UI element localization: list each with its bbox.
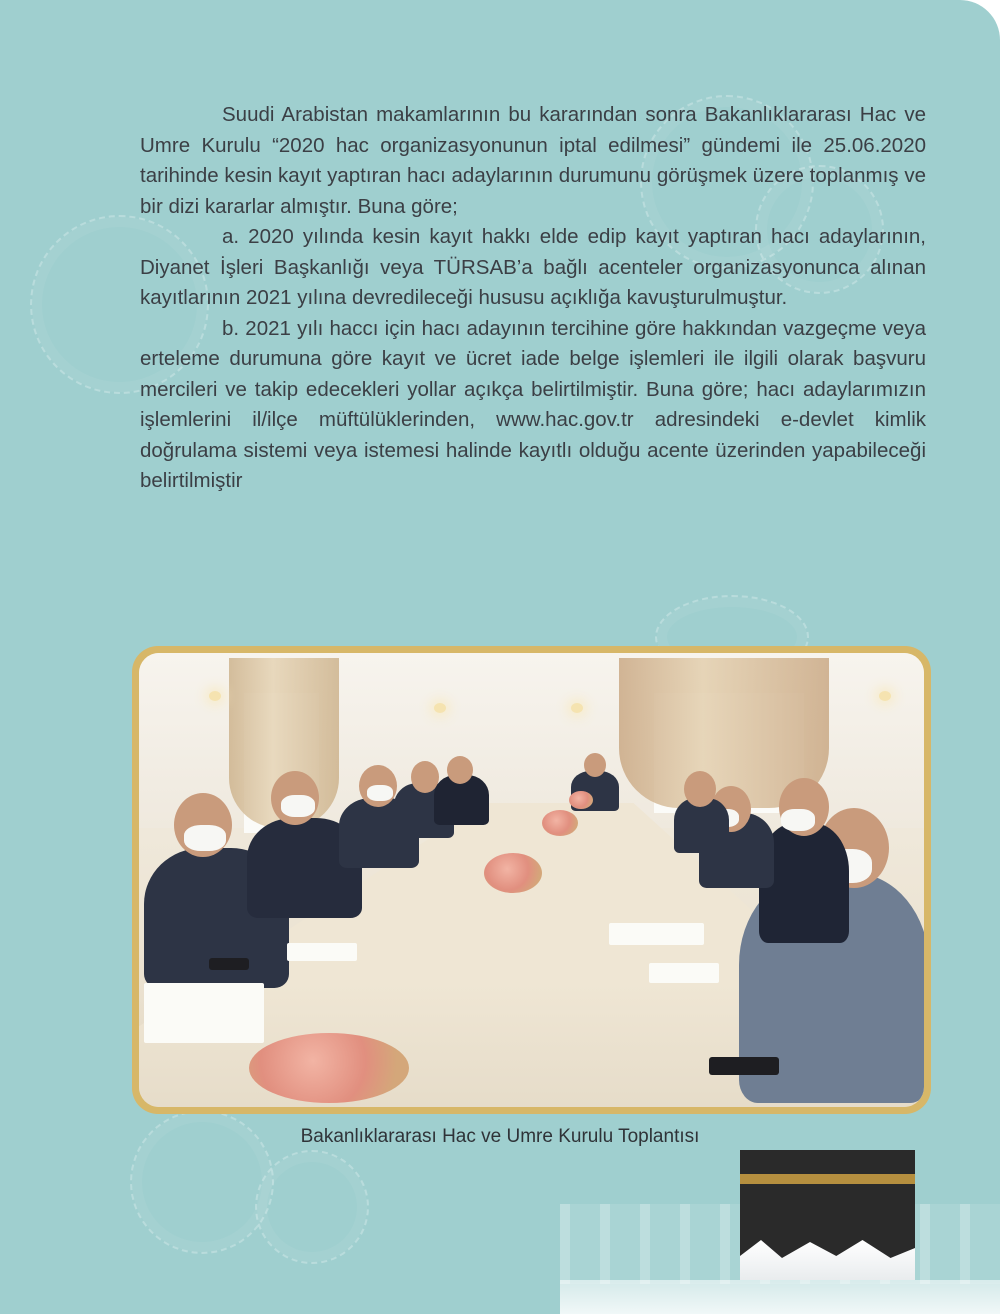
flower-arrangement [249, 1033, 409, 1103]
person-head [447, 756, 473, 784]
photo-lamp [879, 691, 891, 701]
phone [709, 1057, 779, 1075]
meeting-photo [139, 653, 924, 1107]
paragraph-b: b. 2021 yılı haccı için hacı adayının tercihine göre hakkından vazgeçme veya erteleme durumuna göre kayıt ve ücret iade belge işlemleri ile ilgili olarak başvuru mercileri ve takip edecekleri yollar açıkça belirtilmiştir. Buna göre; hacı adaylarımızın işlemlerini il/ilçe müftülüklerinden, www.hac.gov.tr adresindeki e-devlet kimlik doğrulama sistemi veya istemesi halinde kayıtlı olduğu acente üzerinden yapabileceği belirtilmiştir [140, 316, 926, 492]
photo-lamp [434, 703, 446, 713]
phone [209, 958, 249, 970]
face-mask [367, 785, 393, 801]
flower-arrangement [542, 810, 578, 836]
paper [287, 943, 357, 961]
face-mask [781, 809, 815, 831]
virus-decoration [255, 1150, 369, 1264]
paragraph-a: a. 2020 yılında kesin kayıt hakkı elde edip kayıt yaptıran hacı adaylarının, Diyanet İşleri Başkanlığı veya TÜRSAB’a bağlı acenteler organizasyonunca alınan kayıtlarının 2021 yılına devredileceği hususu açıklığa kavuşturulmuştur. [140, 225, 926, 309]
person-head [684, 771, 716, 807]
paragraph-intro: Suudi Arabistan makamlarının bu kararından sonra Bakanlıklararası Hac ve Umre Kurulu “2020 hac organizasyonunun iptal edilmesi” gündemi ile 25.06.2020 tarihinde kesin kayıt yaptıran hacı adaylarının durumunu görüşmek üzere toplanmış ve bir dizi kararlar almıştır. Buna göre; [140, 103, 926, 218]
kaaba [740, 1150, 915, 1280]
kaaba-illustration [560, 1150, 1000, 1314]
photo-lamp [209, 691, 221, 701]
courtyard-ground [560, 1280, 1000, 1314]
flower-arrangement [569, 791, 593, 809]
photo-lamp [571, 703, 583, 713]
paper [609, 923, 704, 945]
person-head [584, 753, 606, 777]
face-mask [281, 795, 315, 817]
flower-arrangement [484, 853, 542, 893]
kaaba-gold-band [740, 1174, 915, 1184]
face-mask [184, 825, 226, 851]
photo-caption: Bakanlıklararası Hac ve Umre Kurulu Toplantısı [300, 1126, 700, 1147]
photo-frame [132, 646, 931, 1114]
paper [649, 963, 719, 983]
kaaba-white-cover [740, 1240, 915, 1280]
body-text [140, 100, 926, 497]
paper [144, 983, 264, 1043]
